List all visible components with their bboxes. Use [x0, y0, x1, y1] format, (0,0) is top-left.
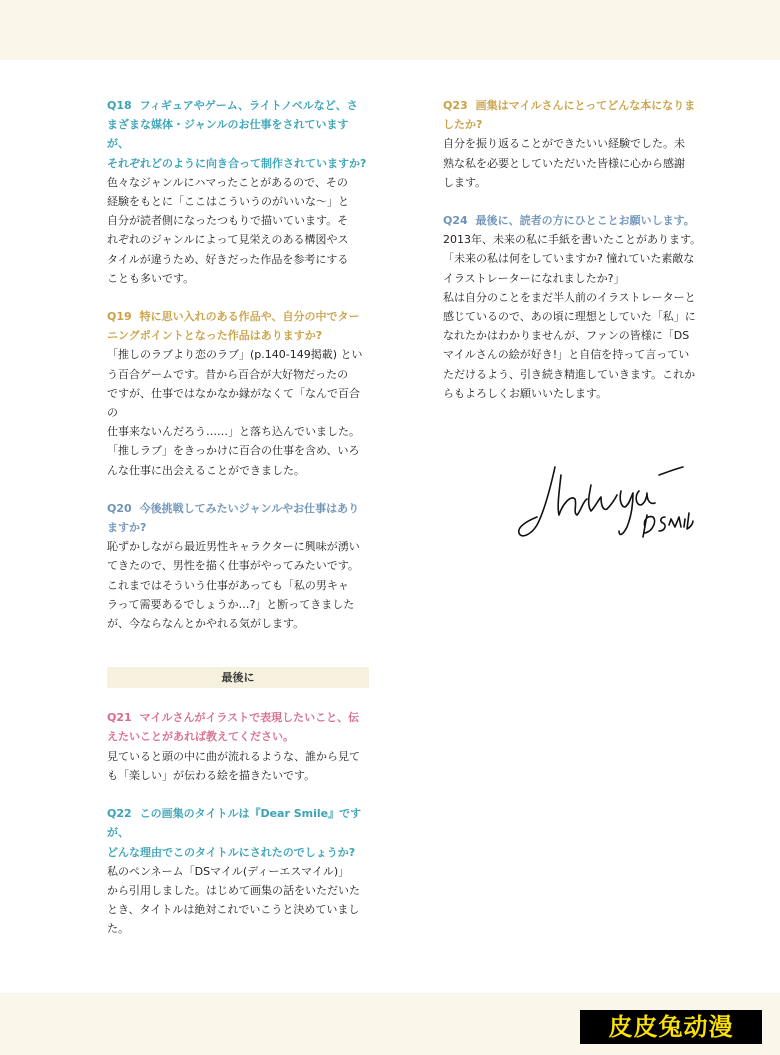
top-band — [0, 0, 780, 60]
answer-text: 自分を振り返ることができたいい経験でした。未 熟な私を必要としていただいた皆様に心から感謝 します。 — [443, 137, 685, 189]
qa-item-q24 — [443, 211, 705, 403]
answer-text: 見ていると頭の中に曲が流れるような、誰から見て も「楽しい」が伝わる絵を描きたいです。 — [107, 749, 360, 782]
question — [107, 708, 369, 746]
qa-item-q22 — [107, 804, 369, 938]
question — [443, 96, 705, 134]
question-number: Q20 — [107, 501, 132, 515]
question-text: 最後に、読者の方にひとことお願いします。 — [475, 214, 695, 228]
question-number: Q21 — [107, 711, 132, 725]
answer-text: 2013年、未来の私に手紙を書いたことがあります。 「未来の私は何をしていますか? 憧れていた素敵な イラストレーターになれましたか?」 私は自分のことをまだ半人前のイラストレーターと 感じているので、あの頃に理想としていた「私」に なれたかはわかりませんが、ファンの皆様に「DS マイルさんの絵が好き!」と自信を持って言ってい ただけるよう、引き続き精進していきます。これか らもよろしくお願いいたします。 — [443, 233, 702, 400]
question — [107, 499, 369, 537]
question-number: Q18 — [107, 99, 132, 112]
section-header: 最後に — [107, 667, 369, 688]
answer-text: 色々なジャンルにハマったことがあるので、その 経験をもとに「ここはこういうのがいいな〜」と 自分が読者側になったつもりで描いています。そ れぞれのジャンルによって見栄えのある構図やス タイルが違うため、好きだった作品を参考にする ことも多いです。 — [107, 175, 349, 285]
qa-item-q19 — [107, 307, 369, 480]
qa-item-q23 — [443, 96, 705, 192]
question-text: この画集のタイトルは『Dear Smile』ですが、 どんな理由でこのタイトルにされたのでしょうか? — [107, 807, 362, 859]
question-number: Q24 — [443, 214, 468, 228]
question-text: 特に思い入れのある作品や、自分の中でター ニングポイントとなった作品はありますか? — [107, 310, 360, 343]
question-text: 今後挑戦してみたいジャンルやお仕事はあり ますか? — [107, 501, 360, 535]
question — [443, 211, 705, 230]
question-text: マイルさんがイラストで表現したいこと、伝 えたいことがあれば教えてください。 — [107, 711, 360, 744]
qa-item-q20 — [107, 499, 369, 633]
answer-text: 私のペンネーム「DSマイル(ディーエスマイル)」 から引用しました。はじめて画集の話をいただいた とき、タイトルは絶対これでいこうと決めていました。 — [107, 864, 360, 936]
question-number: Q23 — [443, 99, 468, 112]
question-number: Q19 — [107, 310, 132, 324]
question — [107, 307, 369, 345]
qa-item-q21 — [107, 708, 369, 785]
answer-text: 「推しのラブより恋のラブ」(p.140-149掲載) とい う百合ゲームです。昔から百合が大好物だったの ですが、仕事ではなかなか縁がなくて「なんで百合の 仕事来ないんだろう……」と落ち込んでいました。 「推しラブ」をきっかけに百合の仕事を含め、いろ んな仕事に出会えることができました。 — [107, 348, 363, 477]
question-text: 画集はマイルさんにとってどんな本になりま したか? — [443, 99, 696, 132]
signature-image — [515, 455, 695, 550]
answer-text: 恥ずかしながら最近男性キャラクターに興味が湧い てきたので、男性を描く仕事がやってみたいです。 これまではそういう仕事があっても「私の男キャ ラって需要あるでしょうか…?」と断ってきました が、今ならなんとかやれる気がします。 — [107, 540, 360, 631]
question — [107, 96, 369, 173]
question — [107, 804, 369, 862]
left-column — [107, 96, 369, 958]
right-column — [443, 96, 705, 422]
watermark-logo: 皮皮兔动漫 — [580, 1010, 762, 1044]
qa-item-q18 — [107, 96, 369, 288]
question-number: Q22 — [107, 807, 132, 821]
question-text: フィギュアやゲーム、ライトノベルなど、さ まざまな媒体・ジャンルのお仕事をされていますが、 それぞれどのように向き合って制作されていますか? — [107, 99, 367, 170]
